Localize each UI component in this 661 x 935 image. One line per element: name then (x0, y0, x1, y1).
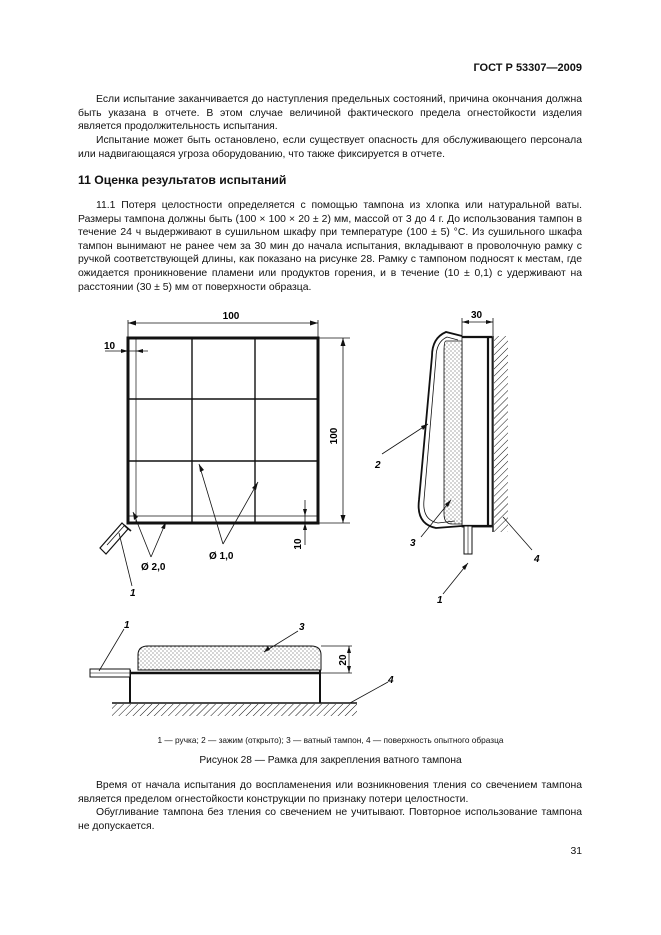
leader-diam-2 (133, 512, 166, 557)
label-2: 2 (375, 460, 381, 471)
frame-front-view (128, 320, 350, 523)
paragraph-text: 11.1 Потеря целостности определяется с помощью тампона из хлопка или натуральной ваты. Размеры тампона должны быть (100 × 100 × 20 ± 2) мм, массой от 3 до 4 г. До использования тампон в течение 24 ч выдерживают в сушильном шкафу при температуре (100 ± 5) °С. Из сушильного шкафа тампон вынимают не ранее чем за 30 мин до начала испытания, вкладывают в проволочную рамку с ручкой соответствующей длины, как показано на рисунке 28. Рамку с тампоном подносят к местам, где ожидается проникновение пламени или продуктов горения, и в течение (10 ± 0,1) с удерживают на расстоянии (30 ± 5) мм от поверхности образца. (78, 200, 582, 293)
paragraph-time (78, 779, 582, 806)
dimension-right (341, 338, 346, 523)
label-4-side: 4 (534, 554, 540, 565)
label-1-side: 1 (437, 595, 443, 606)
side-view (419, 332, 508, 554)
figure-legend: 1 — ручка; 2 — зажим (открыто); 3 — ватный тампон, 4 — поверхность опытного образца (157, 735, 504, 745)
label-4-bottom: 4 (388, 675, 394, 686)
dim-10-bottom: 10 (293, 538, 304, 550)
section-title: 11 Оценка результатов испытаний (78, 173, 287, 187)
diam-1-label: Ø 1,0 (209, 551, 234, 562)
paragraph-charring (78, 806, 582, 833)
document-header: ГОСТ Р 53307—2009 (473, 62, 582, 74)
page-number: 31 (570, 846, 582, 857)
dim-30: 30 (471, 310, 483, 321)
paragraph-text: Время от начала испытания до воспламенения или возникновения тления со свечением тампона является пределом огнестойкости конструкции по признаку потери целостности. (78, 780, 582, 805)
handle-front (100, 523, 131, 554)
paragraph-text: Испытание может быть остановлено, если существует опасность для обслуживающего персонала или надвигающаяся угроза оборудованию, что также фиксируется в отчете. (78, 135, 582, 160)
label-1-front: 1 (130, 588, 136, 599)
dim-100-right: 100 (329, 427, 340, 445)
paragraph-text: Если испытание заканчивается до наступления предельных состояний, причина окончания должна быть указана в отчете. В этом случае величиной фактического предела огнестойкости изделия является продолжительность испытания. (78, 94, 582, 133)
paragraph-text: Обугливание тампона без тления со свечением не учитывают. Повторное использование тампона не допускается. (78, 807, 582, 832)
bottom-view (90, 646, 357, 716)
diam-2-label: Ø 2,0 (141, 562, 166, 573)
figure-caption: Рисунок 28 — Рамка для закрепления ватного тампона (199, 755, 462, 766)
leader-diam-1 (199, 464, 258, 544)
label-1-bottom: 1 (124, 620, 130, 631)
dim-100-top: 100 (222, 311, 240, 322)
dim-10-left: 10 (104, 341, 116, 352)
label-3-bottom: 3 (299, 622, 305, 633)
label-3-side: 3 (410, 538, 416, 549)
dim-20: 20 (338, 654, 349, 666)
